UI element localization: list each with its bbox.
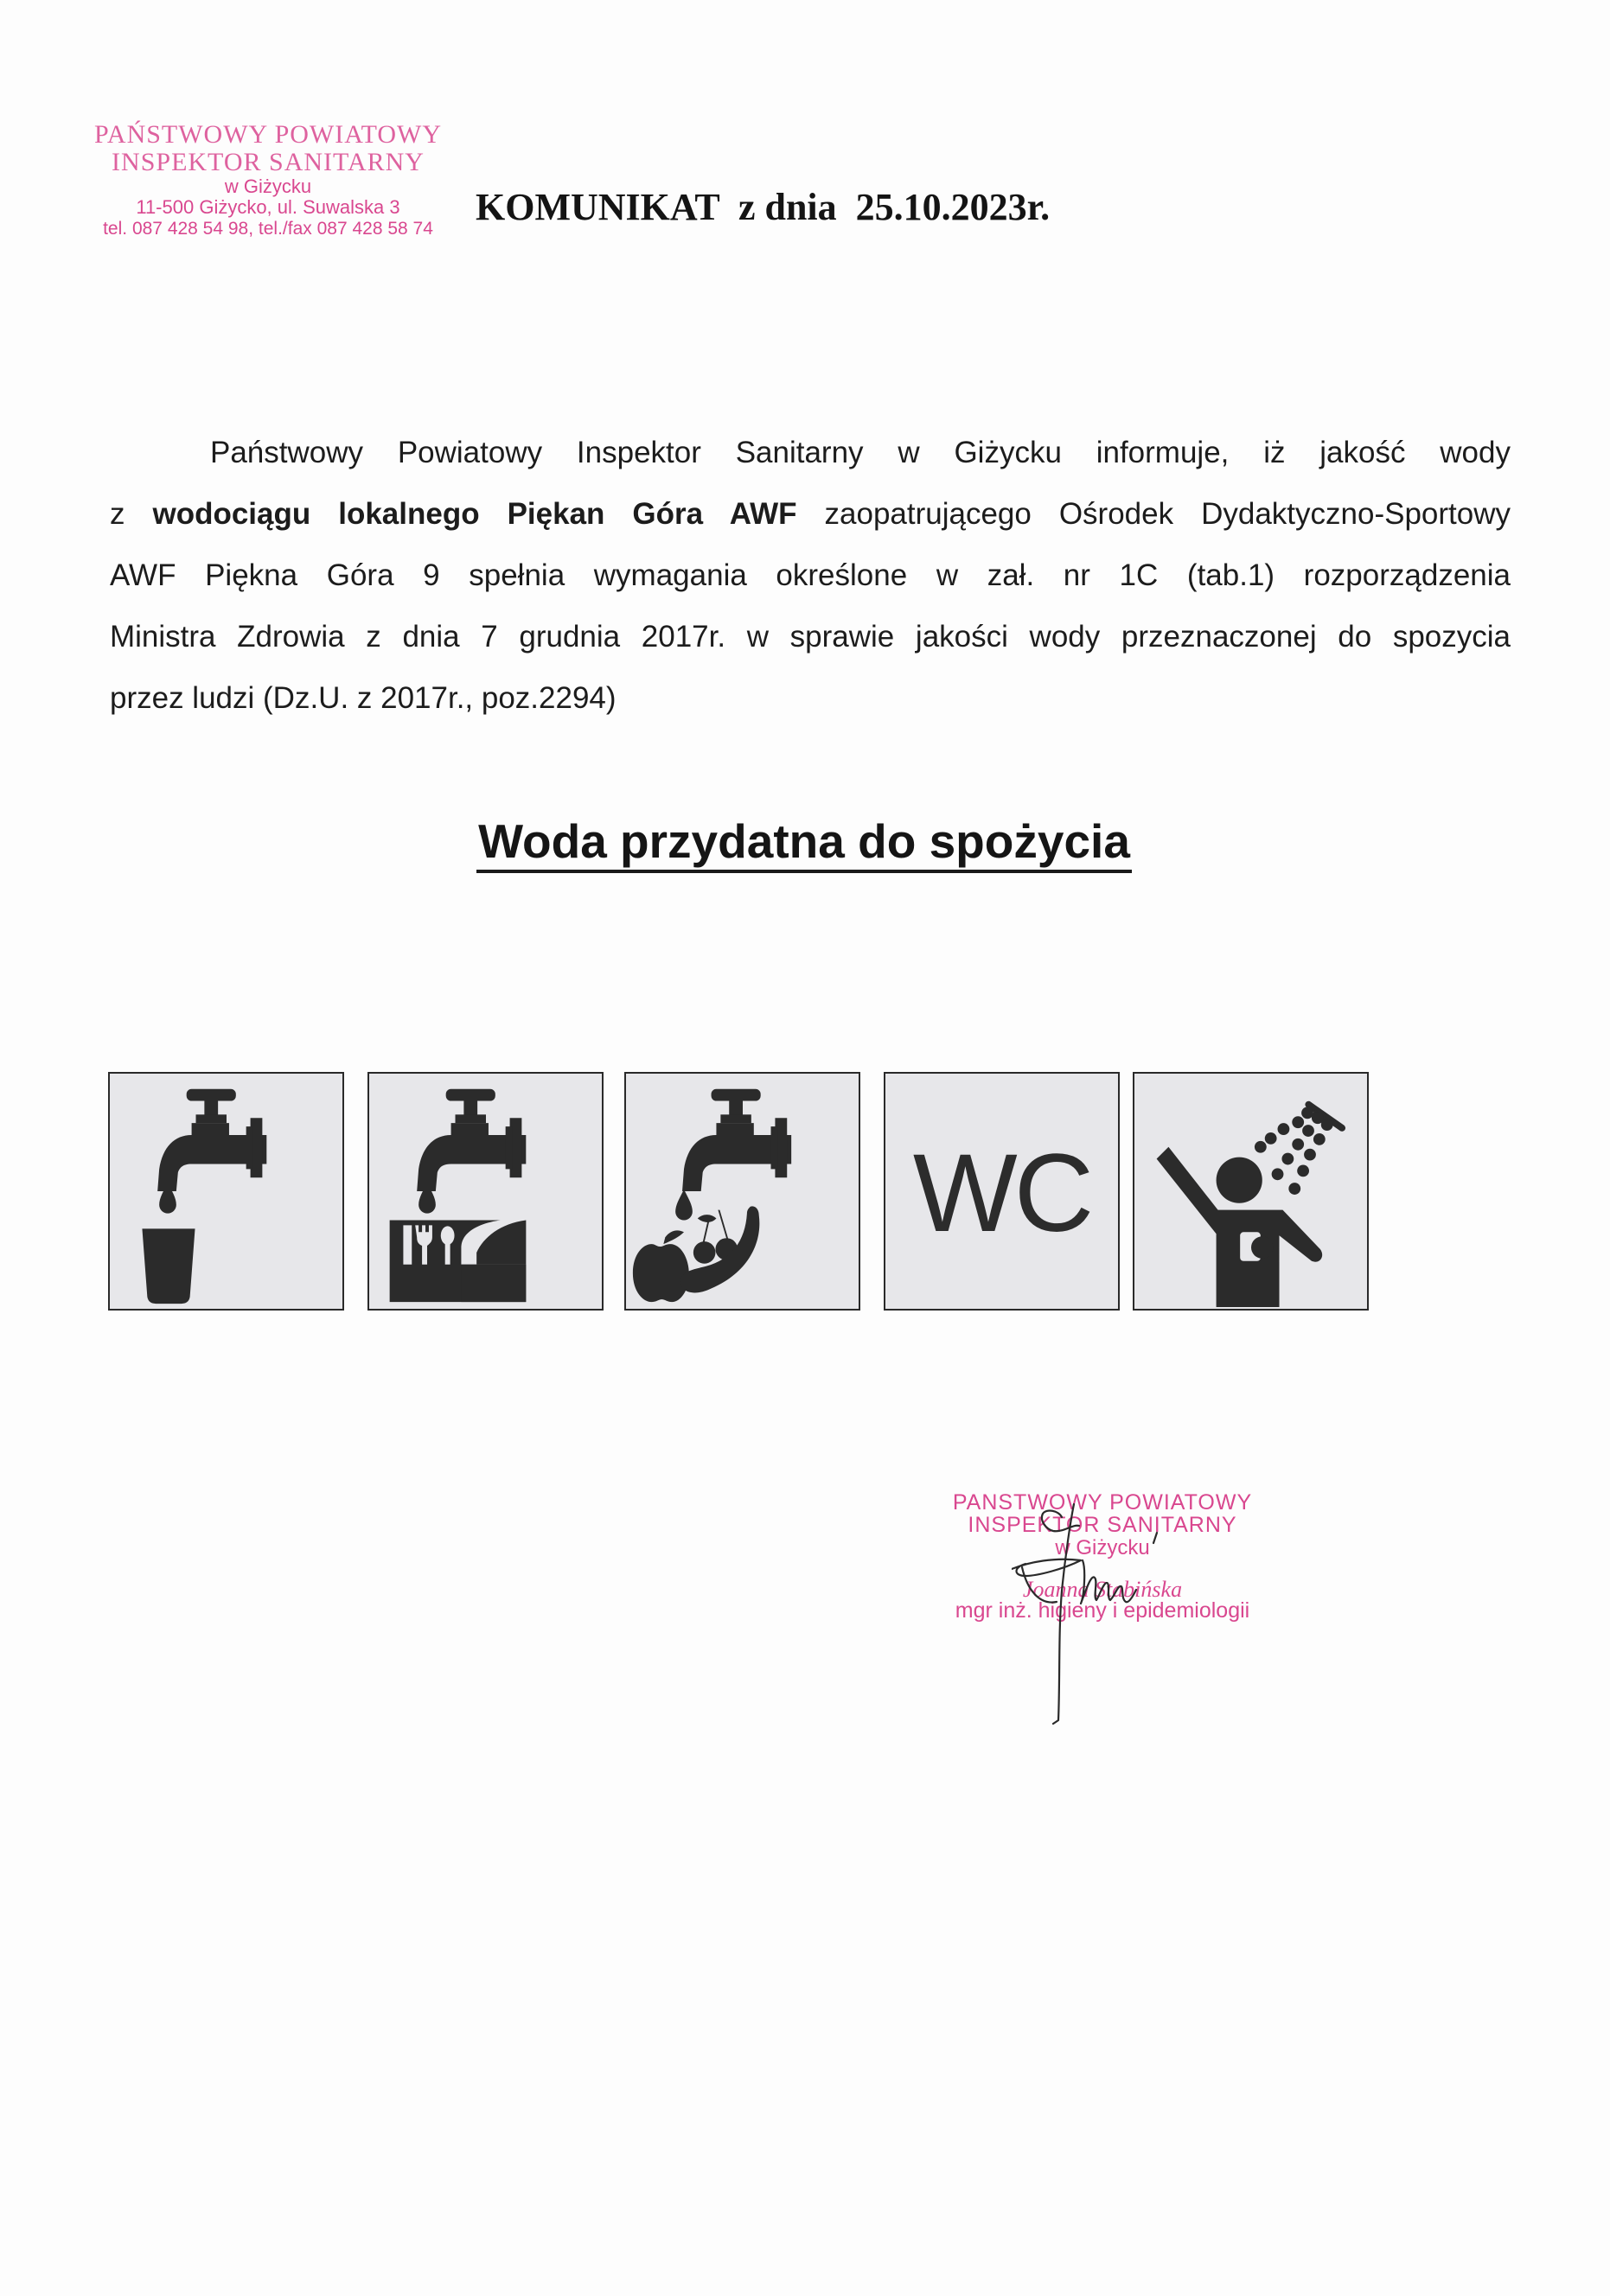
- stamp-line-address: 11-500 Giżycko, ul. Suwalska 3: [136, 196, 400, 219]
- signature-stamp-office: PANSTWOWY POWIATOWY: [952, 1490, 1253, 1515]
- signature-stamp-city: w Giżycku: [1055, 1535, 1150, 1559]
- paragraph-line-5: przez ludzi (Dz.U. z 2017r., poz.2294): [110, 681, 617, 715]
- tap-dishwashing-icon: [367, 1072, 604, 1311]
- paragraph-line-2-suffix: zaopatrującego Ośrodek Dydaktyczno-Sportowy: [796, 497, 1511, 531]
- water-supply-name: wodociągu lokalnego Piękan Góra AWF: [152, 497, 797, 531]
- signatory-title: mgr inż. higieny i epidemiologii: [955, 1598, 1250, 1623]
- stamp-line-city: w Giżycku: [224, 175, 312, 197]
- paragraph-line-2: [110, 483, 1511, 545]
- shower-icon: [1133, 1072, 1369, 1311]
- verdict-text: Woda przydatna do spożycia: [476, 813, 1132, 873]
- tap-dishwashing-graphic: [369, 1074, 602, 1309]
- shower-graphic: [1134, 1074, 1367, 1309]
- stamp-line-phone: tel. 087 428 54 98, tel./fax 087 428 58 74: [103, 219, 433, 239]
- verdict-headline: [0, 813, 1610, 873]
- wc-icon: [884, 1072, 1120, 1311]
- signature-stamp-inspector: INSPEKTOR SANITARNY: [968, 1513, 1237, 1538]
- wc-label: WC: [912, 1131, 1091, 1255]
- tap-drinking-glass-icon: [108, 1072, 344, 1311]
- paragraph-line-2-prefix: z: [110, 497, 153, 531]
- header-stamp: [61, 121, 476, 239]
- handwritten-signature: [1012, 1500, 1271, 1725]
- paragraph-line-4: Ministra Zdrowia z dnia 7 grudnia 2017r. w sprawie jakości wody przeznaczonej do spozycia: [110, 620, 1511, 654]
- paragraph-line-3: AWF Piękna Góra 9 spełnia wymagania określone w zał. nr 1C (tab.1) rozporządzenia: [110, 558, 1511, 592]
- tap-drinking-glass-graphic: [110, 1074, 342, 1309]
- signatory-name: Joanna Stabińska: [1022, 1576, 1183, 1602]
- stamp-line-inspector: INSPEKTOR SANITARNY: [112, 147, 425, 176]
- tap-washing-fruit-graphic: [626, 1074, 859, 1309]
- announcement-paragraph: [110, 422, 1511, 729]
- tap-washing-fruit-icon: [624, 1072, 860, 1311]
- document-title: KOMUNIKAT z dnia 25.10.2023r.: [476, 186, 1051, 228]
- stamp-line-office: PAŃSTWOWY POWIATOWY: [93, 120, 443, 149]
- paragraph-line-1: Państwowy Powiatowy Inspektor Sanitarny w Giżycku informuje, iż jakość wody: [210, 436, 1511, 469]
